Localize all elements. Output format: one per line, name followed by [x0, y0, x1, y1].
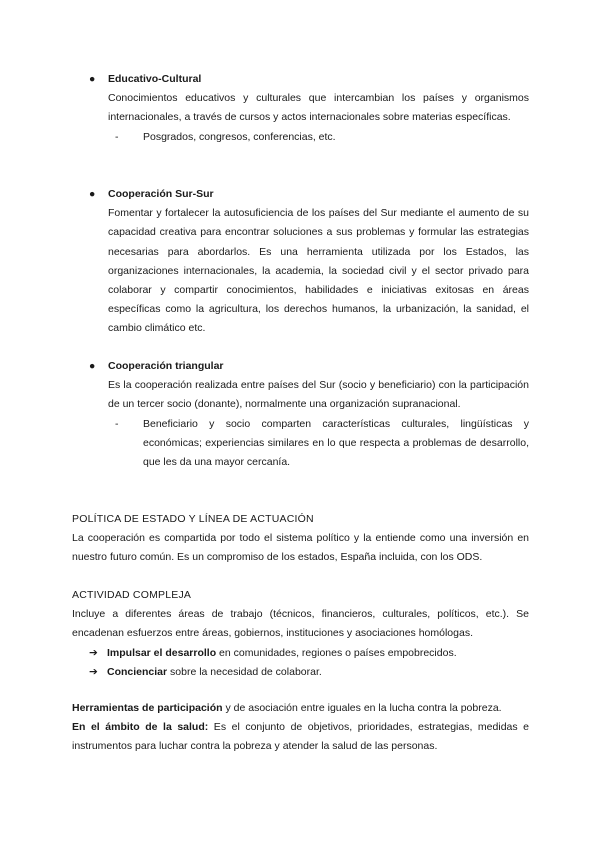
sub-item-text: Posgrados, congresos, conferencias, etc. — [143, 130, 336, 143]
bullet-dot-icon: ● — [89, 73, 96, 85]
bullet-title: Cooperación triangular — [108, 360, 224, 372]
bullet-title: Educativo-Cultural — [108, 73, 202, 85]
arrow-right-icon: ➔ — [89, 646, 98, 659]
bullet-dot-icon: ● — [89, 188, 96, 200]
arrow-item — [72, 663, 529, 682]
bullet-body: Fomentar y fortalecer la autosuficiencia de los países del Sur mediante el aumento de su capacidad creativa para encontrar soluciones a sus problemas y formular las estrategias necesarias para abordarlos. Es una herramienta utilizada por los Estados, las organizaciones internacionales, la academia, la sociedad civil y el sector privado para colaborar y compartir conocimientos, habilidades e iniciativas exitosas en áreas específicas como la agricultura, los derechos humanos, la urbanización, la sanidad, el cambio climático etc. — [108, 207, 529, 335]
bullet-educativo-cultural — [89, 70, 529, 147]
section-title: ACTIVIDAD COMPLEJA — [72, 589, 192, 601]
arrow-item-bold: Impulsar el desarrollo — [107, 646, 217, 659]
bullet-body: Conocimientos educativos y culturales que intercambian los países y organismos internacionales, a través de cursos y actos internacionales sobre materias específicas. — [108, 92, 529, 124]
arrow-right-icon: ➔ — [89, 665, 98, 678]
section-title: POLÍTICA DE ESTADO Y LÍNEA DE ACTUACIÓN — [72, 513, 314, 525]
bullet-body: Es la cooperación realizada entre países del Sur (socio y beneficiario) con la participación de un tercer socio (donante), normalmente una organización supranacional. — [108, 379, 529, 411]
herramientas-bold: Herramientas de participación — [72, 702, 223, 714]
herramientas-paragraph — [72, 699, 529, 718]
herramientas-text: y de asociación entre iguales en la lucha contra la pobreza. — [222, 702, 502, 714]
salud-paragraph — [72, 718, 529, 756]
bullet-title: Cooperación Sur-Sur — [108, 188, 214, 200]
sub-item-text: Beneficiario y socio comparten características culturales, lingüísticas y económicas; experiencias similares en lo que respecta a problemas de desarrollo, que les da una mayor cercanía. — [143, 417, 529, 469]
arrow-item — [72, 644, 529, 663]
sub-item — [108, 128, 529, 147]
arrow-item-bold: Concienciar — [107, 665, 168, 678]
section-actividad-compleja — [72, 586, 529, 682]
section-politica — [72, 510, 529, 568]
sub-item — [108, 415, 529, 473]
dash-icon: - — [115, 130, 119, 143]
salud-text: Es el conjunto de objetivos, prioridades, estrategias, medidas e instrumentos para luchar contra la pobreza y atender la salud de las personas. — [72, 721, 530, 753]
salud-bold: En el ámbito de la salud: — [72, 721, 209, 734]
bullet-dot-icon: ● — [89, 360, 96, 372]
section-body: Incluye a diferentes áreas de trabajo (técnicos, financieros, culturales, políticos, etc.). Se encadenan esfuerzos entre áreas, gobiernos, instituciones y asociaciones homólogas. — [72, 608, 529, 640]
section-herramientas — [72, 699, 529, 757]
section-body: La cooperación es compartida por todo el sistema político y la entiende como una inversión en nuestro futuro común. Es un compromiso de los estados, España incluida, con los ODS. — [72, 532, 529, 564]
bullet-cooperacion-triangular — [89, 357, 529, 472]
bullet-cooperacion-sur-sur — [89, 185, 529, 339]
arrow-item-text: sobre la necesidad de colaborar. — [167, 665, 322, 678]
dash-icon: - — [115, 417, 119, 430]
arrow-item-text: en comunidades, regiones o países empobrecidos. — [216, 646, 457, 659]
